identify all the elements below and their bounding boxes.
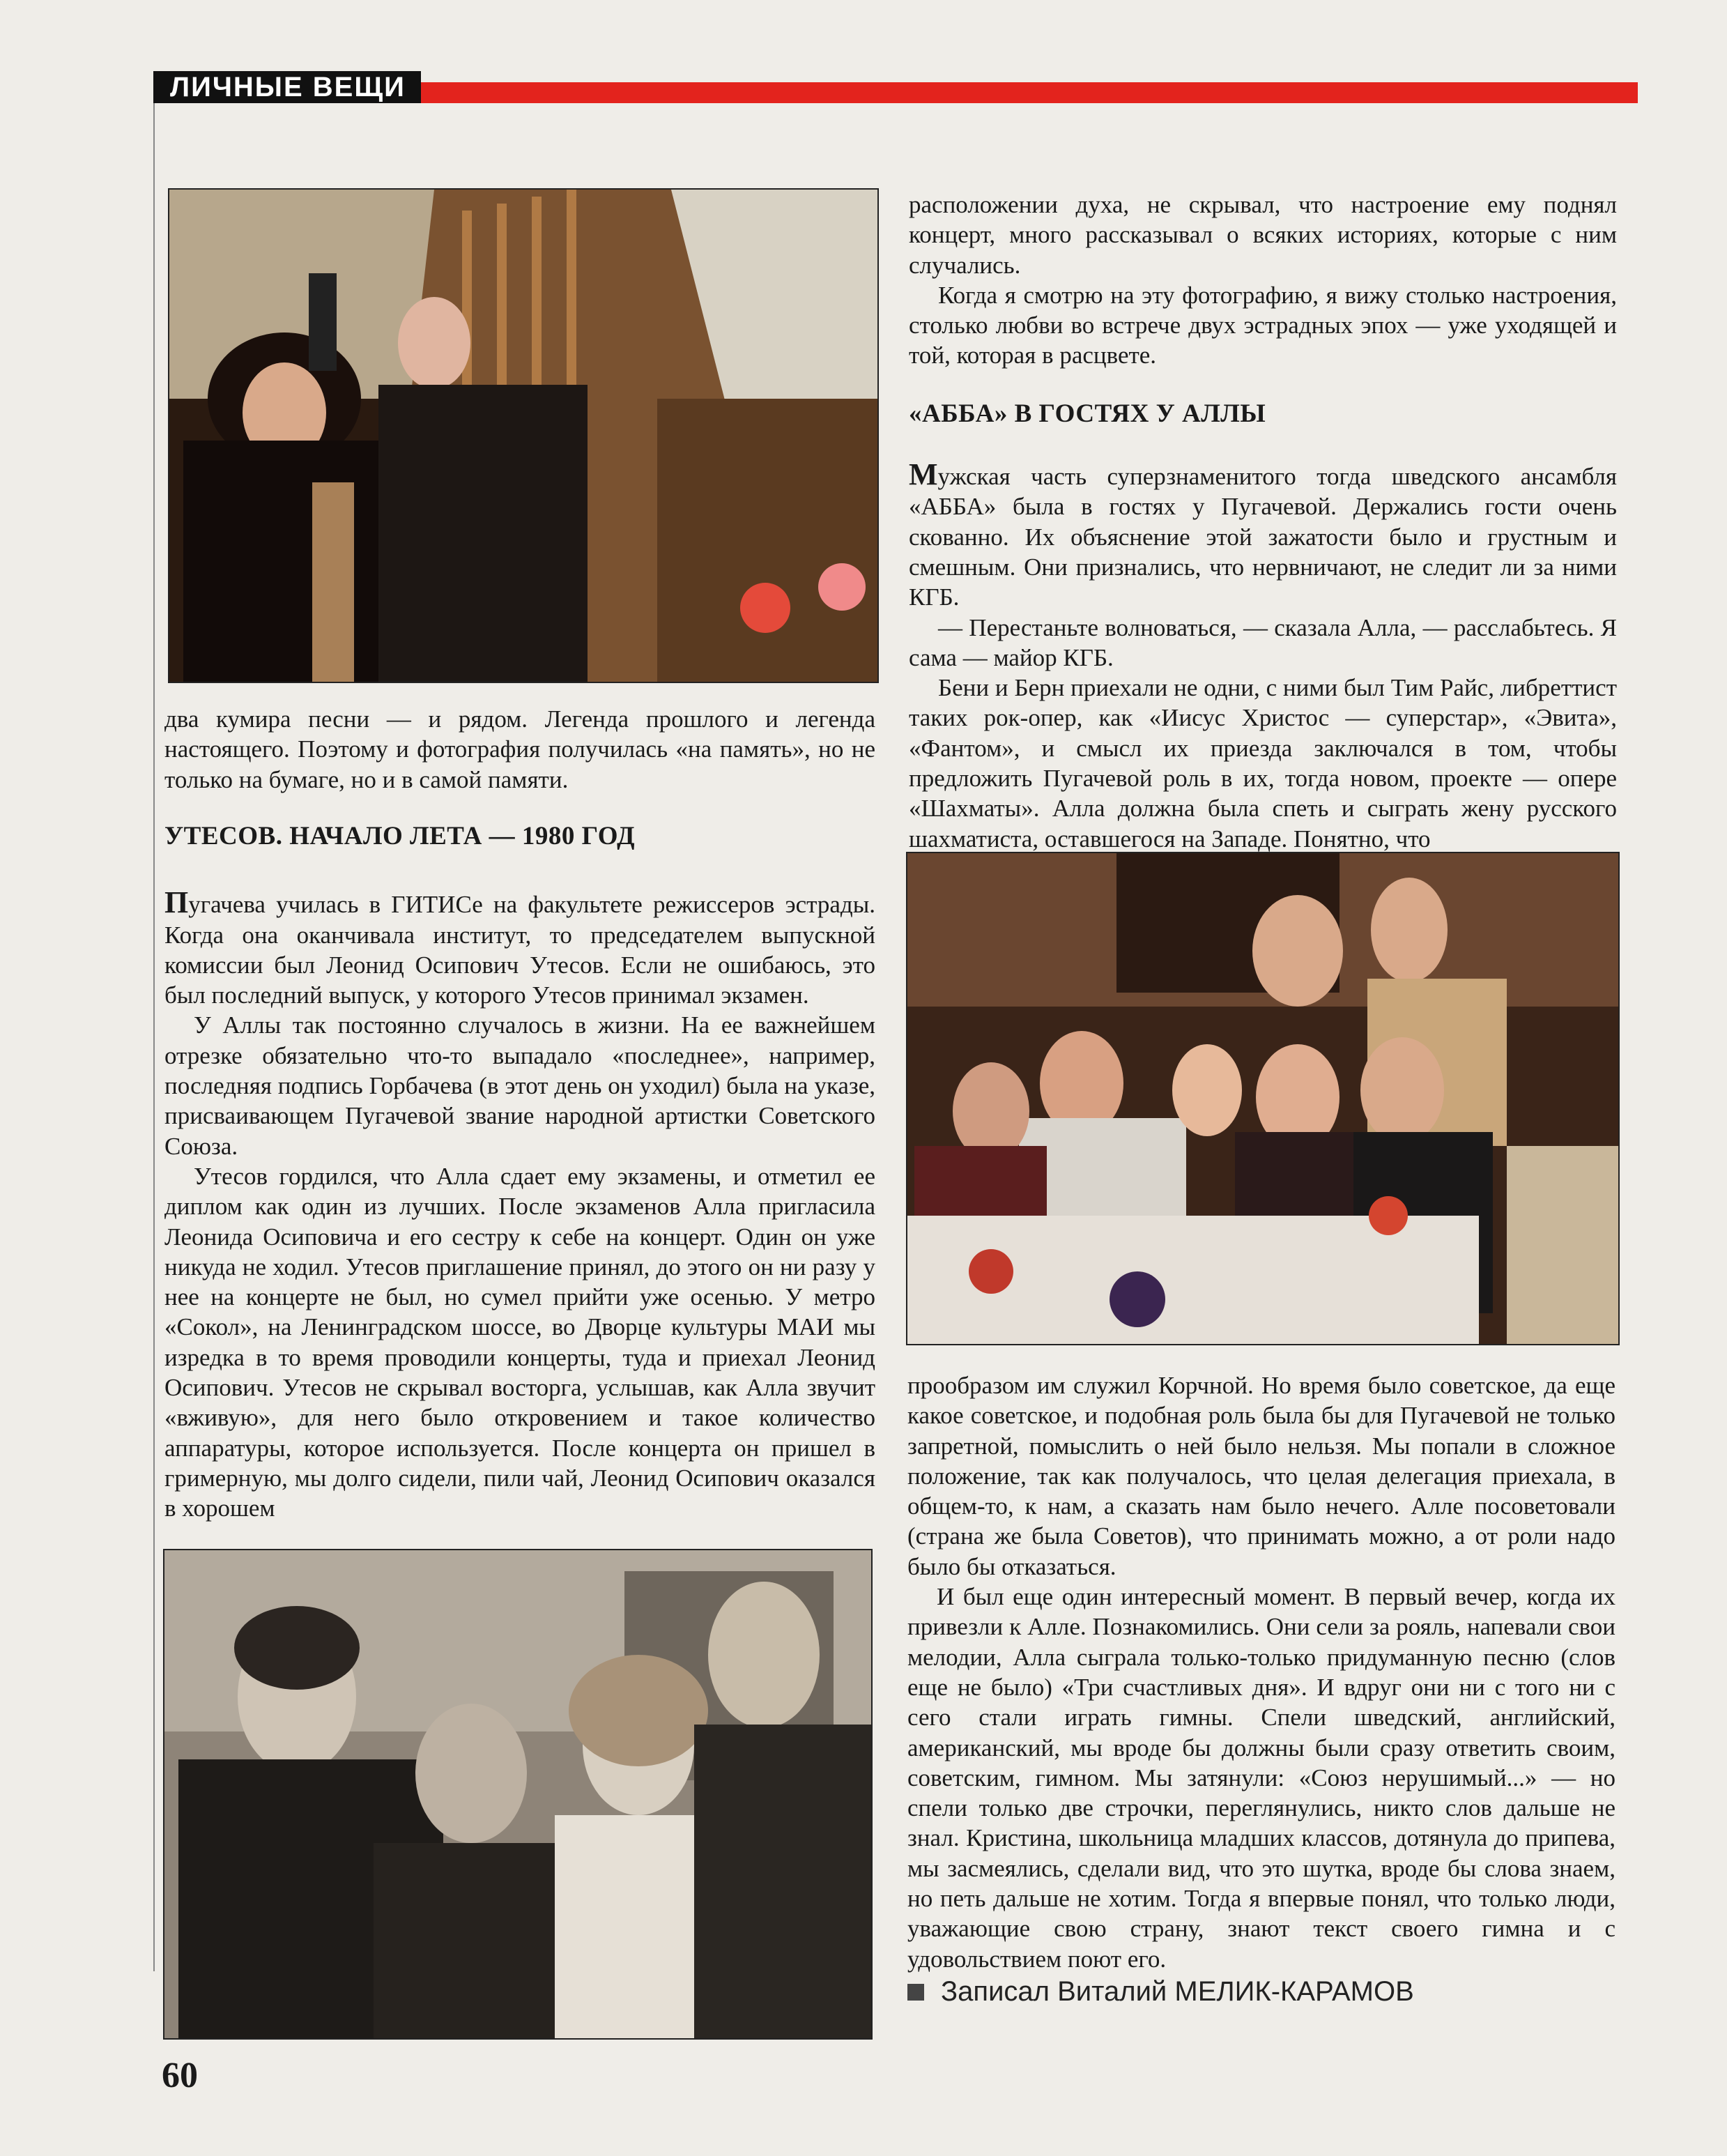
section-heading-utesov: УТЕСОВ. НАЧАЛО ЛЕТА — 1980 ГОД — [164, 822, 636, 850]
byline — [907, 1976, 1414, 2008]
photo-dinner-table — [906, 852, 1620, 1345]
paragraph: Бени и Берн приехали не одни, с ними был Тим Райс, либреттист таких рок-опер, как «Иисус Христос — суперстар», «Эвита», «Фантом», и смысл их приезда заключался в том, чтобы предложить Пугачевой роль в их, тогда новом, проекте — опере «Шахматы». Алла должна была спеть и сыграть жену русского шахматиста, оставшегося на Западе. Понятно, что — [909, 674, 1617, 853]
section-kicker: ЛИЧНЫЕ ВЕЩИ — [153, 71, 421, 103]
paragraph: Утесов гордился, что Алла сдает ему экзамены, и отметил ее диплом как один из лучших. После экзаменов Алла пригласила Леонида Осиповича и его сестру к себе на концерт. Один он уже никуда не ходил. Утесов приглашение принял, до этого он ни разу у нее на концерте не был, но сумел прийти уже осенью. У метро «Сокол», на Ленинградском шоссе, во Дворце культуры МАИ мы изредка в то время проводили концерты, туда и приехал Леонид Осипович. Утесов не скрывал восторга, услышав, как Алла звучит «вживую», для него было откровением и такое количество аппаратуры, которое используется. После концерта он пришел в гримерную, мы долго сидели, пили чай, Леонид Осипович оказался в хорошем — [164, 1162, 875, 1522]
caption-paragraph: два кумира песни — и рядом. Легенда прошлого и легенда настоящего. Поэтому и фотография получилась «на память», но не только на бумаге, но и в самой памяти. — [164, 705, 875, 793]
paragraph: Пугачева училась в ГИТИСе на факультете режиссеров эстрады. Когда она оканчивала институт, то председателем выпускной комиссии был Леонид Осипович Утесов. Если не ошибаюсь, это был последний выпуск, у которого Утесов принимал экзамен. — [164, 885, 875, 1009]
paragraph: расположении духа, не скрывал, что настроение ему поднял концерт, много рассказывал о всяких историях, которые с ним случались. — [909, 191, 1617, 279]
left-margin-rule — [153, 103, 155, 1971]
photo-staircase — [168, 188, 879, 683]
right-column-lower — [907, 1370, 1615, 1974]
paragraph: У Аллы так постоянно случалось в жизни. На ее важнейшем отрезке обязательно что-то выпадало «последнее», например, последняя подпись Горбачева (в этот день он уходил) была на указе, присваивающем Пугачевой звание народной артистки Советского Союза. — [164, 1011, 875, 1160]
left-column-upper — [164, 704, 875, 795]
photo-group-bw — [163, 1549, 873, 2040]
byline-text: Записал Виталий МЕЛИК-КАРАМОВ — [941, 1976, 1414, 2007]
left-column-section — [164, 821, 875, 1524]
paragraph: Когда я смотрю на эту фотографию, я вижу столько настроения, столько любви во встрече двух эстрадных эпох — уже уходящей и той, которая в расцвете. — [909, 281, 1617, 369]
paragraph: Мужская часть суперзнаменитого тогда шведского ансамбля «АББА» была в гостях у Пугачевой. Держались гости очень скованно. Их объяснение этой зажатости было и грустным и смешным. Они признались, что нервничают, не следит ли за ними КГБ. — [909, 457, 1617, 611]
paragraph: — Перестаньте волноваться, — сказала Алла, — расслабьтесь. Я сама — майор КГБ. — [909, 613, 1617, 671]
initial-letter: М — [909, 457, 938, 492]
initial-letter: П — [164, 885, 189, 920]
paragraph: И был еще один интересный момент. В первый вечер, когда их привезли к Алле. Познакомились. Они сели за рояль, напевали свои мелодии, Алла сыграла только-только придуманную песню (слов еще не было) «Три счастливых дня». И вдруг они ни с того ни с сего стали играть гимны. Спели шведский, английский, американский, мы вроде бы должны были сразу ответить своим, советским, гимном. Мы затянули: «Союз нерушимый...» — но спели только две строчки, переглянулись, никто слов дальше не знал. Кристина, школьница младших классов, дотянула до припева, мы засмеялись, сделали вид, что это шутка, вроде бы слова знаем, но петь дальше не хотим. Тогда я впервые понял, что только люди, уважающие свою страну, знают текст своего гимна и с удовольствием поют его. — [907, 1583, 1615, 1973]
page-number: 60 — [162, 2056, 198, 2095]
right-column-upper — [909, 190, 1617, 854]
section-heading-abba: «АББА» В ГОСТЯХ У АЛЛЫ — [909, 399, 1266, 428]
square-bullet-icon — [907, 1984, 924, 2001]
paragraph: прообразом им служил Корчной. Но время было советское, да еще какое советское, и подобная роль была бы для Пугачевой не только запретной, помыслить о ней было нельзя. Мы попали в сложное положение, так как получалось, что целая делегация приехала, в общем-то, к нам, а сказать нам было нечего. Алле посоветовали (страна же была Советов), что принимать можно, а от роли надо было бы отказаться. — [907, 1372, 1615, 1580]
